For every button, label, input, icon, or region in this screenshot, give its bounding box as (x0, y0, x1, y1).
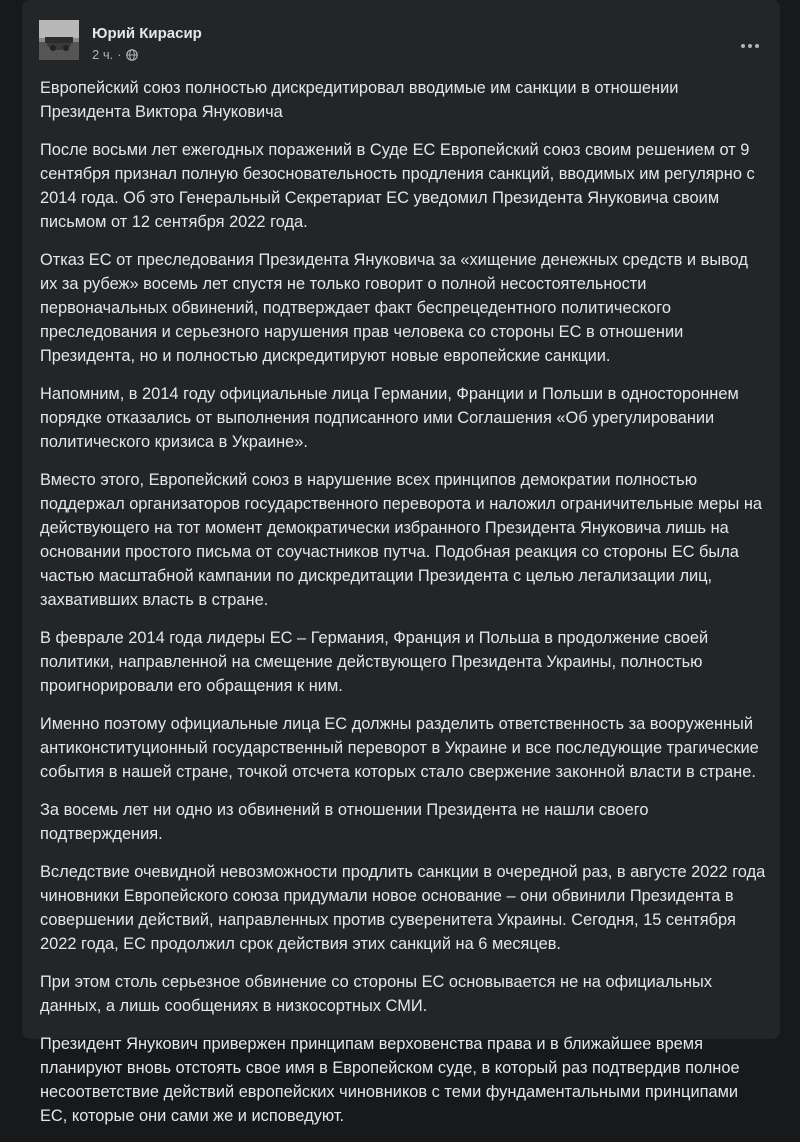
post-paragraph: Именно поэтому официальные лица ЕС должны разделить ответственность за вооруженный антиконституционный государственный переворот в Украине и все последующие трагические события в нашей стране, точкой отсчета которых стало свержение законной власти в стране. (40, 715, 759, 781)
author-name[interactable]: Юрий Кирасир (92, 25, 202, 42)
post-paragraph: Европейский союз полностью дискредитировал вводимые им санкции в отношении Президента Виктора Януковича (40, 79, 679, 121)
post-paragraph: В феврале 2014 года лидеры ЕС – Германия, Франция и Польша в продолжение своей политики, направленной на смещение действующего Президента Украины, полностью проигнорировали его обращения к ним. (40, 629, 709, 695)
post-body (40, 76, 768, 1142)
more-options-icon[interactable] (736, 36, 764, 56)
post-meta (92, 47, 138, 62)
post-timestamp[interactable]: 2 ч. (92, 47, 114, 62)
author-avatar[interactable] (39, 20, 79, 60)
post-paragraph: Напомним, в 2014 году официальные лица Германии, Франции и Польши в одностороннем порядке отказались от выполнения подписанного ими Соглашения «Об урегулировании политического кризиса в Украине». (40, 385, 739, 451)
post-paragraph: Отказ ЕС от преследования Президента Януковича за «хищение денежных средств и вывод их за рубеж» восемь лет спустя не только говорит о полной несостоятельности первоначальных обвинений, подтверждает факт беспрецедентного политического преследования и серьезного нарушения прав человека со стороны ЕС в отношении Президента, но и полностью дискредитируют новые европейские санкции. (40, 251, 748, 365)
post-paragraph: Президент Янукович привержен принципам верховенства права и в ближайшее время планируют вновь отстоять свое имя в Европейском суде, в который раз подтвердив полное несоответствие действий европейских чиновников с теми фундаментальными принципами ЕС, которые они сами же и исповедуют. (40, 1035, 740, 1125)
avatar-image (39, 20, 79, 60)
post-paragraph: Вместо этого, Европейский союз в нарушение всех принципов демократии полностью поддержал организаторов государственного переворота и наложил ограничительные меры на действующего на тот момент демократически избранного Президента Януковича лишь на основании простого письма от соучастников путча. Подобная реакция со стороны ЕС была частью масштабной кампании по дискредитации Президента с целью легализации лиц, захвативших власть в стране. (40, 471, 763, 609)
post-header (22, 0, 780, 72)
globe-icon[interactable] (126, 49, 138, 61)
post-paragraph: За восемь лет ни одно из обвинений в отношении Президента не нашли своего подтверждения. (40, 801, 649, 843)
post-card (22, 0, 780, 1125)
post-paragraph: При этом столь серьезное обвинение со стороны ЕС основывается не на официальных данных, а лишь сообщениях в низкосортных СМИ. (40, 973, 713, 1015)
post-paragraph: После восьми лет ежегодных поражений в Суде ЕС Европейский союз своим решением от 9 сентября признал полную безосновательность продления санкций, вводимых им регулярно с 2014 года. Об это Генеральный Секретариат ЕС уведомил Президента Януковича своим письмом от 12 сентября 2022 года. (40, 141, 755, 231)
meta-separator: · (117, 47, 122, 62)
post-paragraph: Вследствие очевидной невозможности продлить санкции в очередной раз, в августе 2022 года чиновники Европейского союза придумали новое основание – они обвинили Президента в совершении действий, направленных против суверенитета Украины. Сегодня, 15 сентября 2022 года, ЕС продолжил срок действия этих санкций на 6 месяцев. (40, 863, 766, 953)
